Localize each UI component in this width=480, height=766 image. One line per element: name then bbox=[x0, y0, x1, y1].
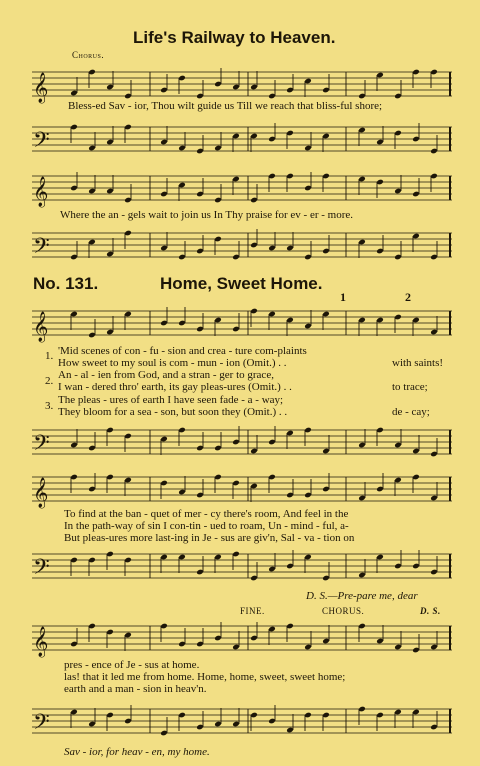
fine-label: FINE. bbox=[240, 606, 265, 616]
lyric-line: 'Mid scenes of con - fu - sion and crea - ture com-plaints bbox=[58, 345, 307, 357]
music-staff bbox=[32, 229, 452, 263]
hymn-title: Home, Sweet Home. bbox=[160, 274, 323, 293]
lyric-line: I wan - dered thro' earth, its gay pleas-ures (Omit.) . . bbox=[58, 381, 292, 393]
music-staff bbox=[32, 68, 452, 102]
hymn-number: No. 131. bbox=[33, 274, 99, 293]
lyric-line: They bloom for a sea - son, but soon they (Omit.) . . bbox=[58, 406, 288, 418]
lyric-line: In the path-way of sin I con-tin - ued to roam, Un - mind - ful, a- bbox=[64, 520, 349, 532]
lyric-line: But pleas-ures more last-ing in Je - sus are giv'n, Sal - va - tion on bbox=[64, 532, 355, 544]
music-staff bbox=[32, 705, 452, 739]
hymn-title: Life's Railway to Heaven. bbox=[133, 28, 336, 47]
lyric-line: An - al - ien from God, and a stran - ger to grace, bbox=[58, 369, 274, 381]
svg-text:𝄞: 𝄞 bbox=[33, 177, 49, 207]
lyric-line: Sav - ior, for heav - en, my home. bbox=[64, 746, 210, 758]
svg-text:𝄞: 𝄞 bbox=[33, 73, 49, 103]
verse-tail: with saints! bbox=[392, 357, 444, 369]
ds-note: D. S.—Pre-pare me, dear bbox=[306, 590, 418, 602]
verse-number: 3. bbox=[45, 400, 54, 412]
lyric-line: The pleas - ures of earth I have seen fade - a - way; bbox=[58, 394, 284, 406]
lyric-line: las! that it led me from home. Home, home, sweet, sweet home; bbox=[64, 671, 346, 683]
svg-text:𝄞: 𝄞 bbox=[33, 312, 49, 342]
chorus-label: Chorus. bbox=[72, 50, 105, 60]
first-ending-mark: 1 bbox=[340, 290, 347, 304]
second-ending-mark: 2 bbox=[405, 290, 412, 304]
lyric-line: earth and a man - sion in heav'n. bbox=[64, 683, 207, 695]
svg-text:𝄢: 𝄢 bbox=[33, 234, 50, 264]
music-staff bbox=[32, 426, 452, 460]
lyric-line: Where the an - gels wait to join us In Thy praise for ev - er - more. bbox=[60, 209, 354, 221]
svg-text:𝄢: 𝄢 bbox=[33, 128, 50, 158]
chorus-label: CHORUS. bbox=[322, 606, 365, 616]
music-staff bbox=[32, 473, 452, 507]
svg-text:𝄞: 𝄞 bbox=[33, 627, 49, 657]
lyric-line: pres - ence of Je - sus at home. bbox=[64, 659, 200, 671]
verse-tail: to trace; bbox=[392, 381, 428, 393]
music-staff bbox=[32, 123, 452, 157]
music-staff bbox=[32, 172, 452, 206]
svg-text:𝄞: 𝄞 bbox=[33, 478, 49, 508]
verse-number: 2. bbox=[45, 375, 54, 387]
svg-text:𝄢: 𝄢 bbox=[33, 555, 50, 585]
lyric-line: How sweet to my soul is com - mun - ion (Omit.) . . bbox=[58, 357, 287, 369]
music-staff bbox=[32, 550, 452, 584]
music-staff bbox=[32, 622, 452, 656]
lyric-line: Bless-ed Sav - ior, Thou wilt guide us Till we reach that bliss-ful shore; bbox=[68, 100, 383, 112]
music-staff bbox=[32, 307, 452, 341]
verse-number: 1. bbox=[45, 350, 54, 362]
svg-text:𝄢: 𝄢 bbox=[33, 710, 50, 740]
ds-label: D. S. bbox=[420, 606, 441, 616]
svg-text:𝄢: 𝄢 bbox=[33, 431, 50, 461]
lyric-line: To find at the ban - quet of mer - cy there's room, And feel in the bbox=[64, 508, 349, 520]
verse-tail: de - cay; bbox=[392, 406, 430, 418]
